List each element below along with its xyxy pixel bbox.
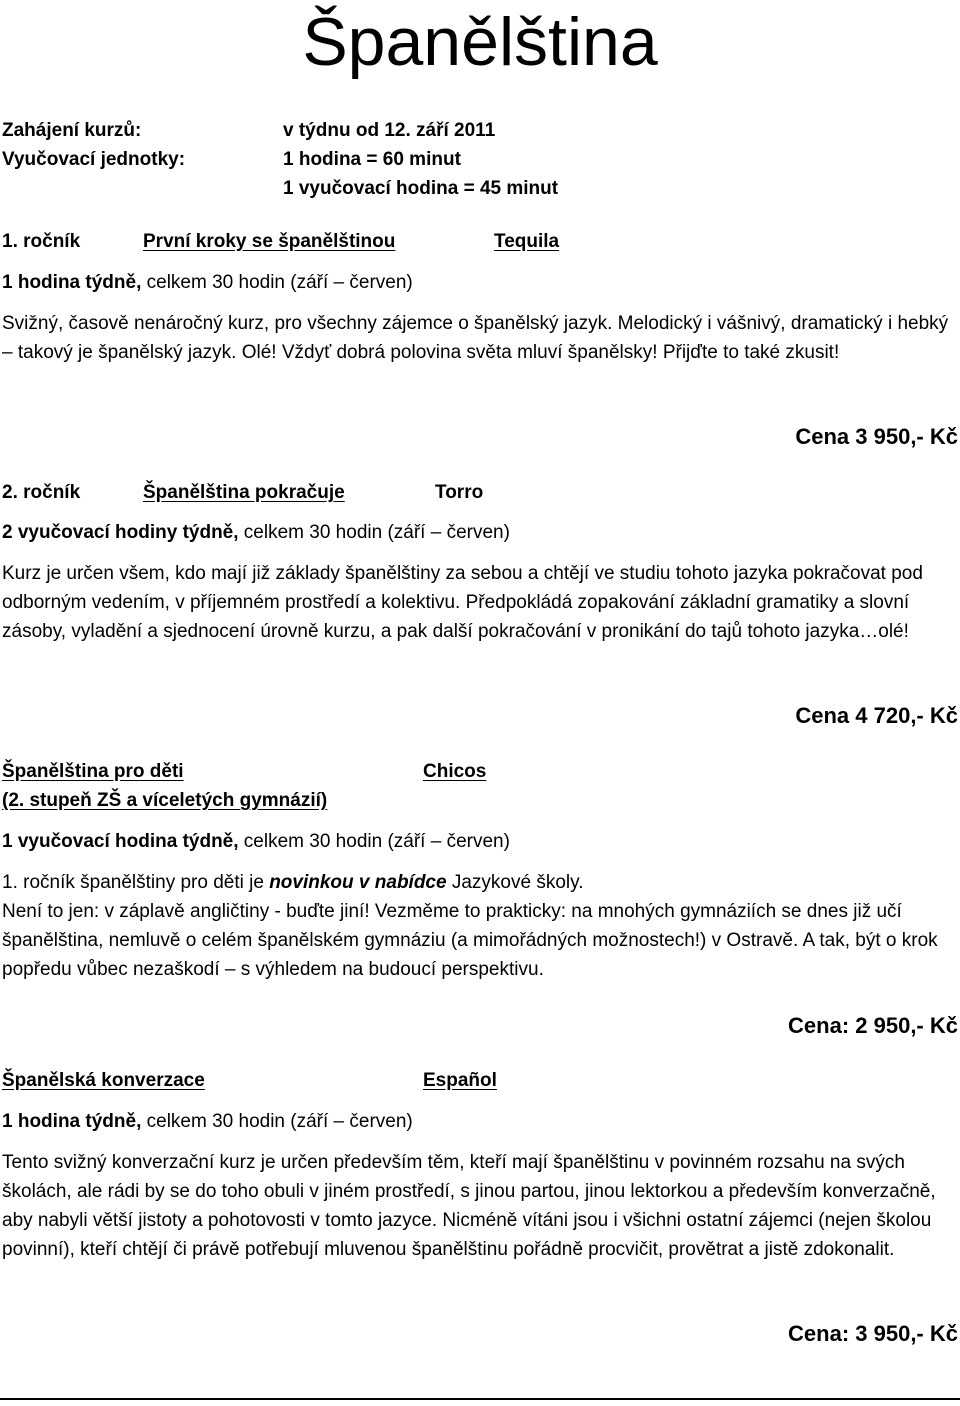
units-value-lesson: 1 vyučovací hodina = 45 minut xyxy=(283,178,559,199)
units-value-hour: 1 hodina = 60 minut xyxy=(283,149,461,170)
course3-description: Není to jen: v záplavě angličtiny - buďte jiní! Vezměme to prakticky: na mnohých gymnáziích se dnes již učí španělština, nemluvě o celém španělském gymnáziu (a mimořádných možnostech!) v Ostravě. A tak, být o krok popředu vůbec nezaškodí – s výhledem na budoucí perspektivu. xyxy=(2,901,938,980)
course3-hours-bold: 1 vyučovací hodina týdně, xyxy=(2,831,239,852)
course4-code: Español xyxy=(423,1070,497,1091)
start-value: v týdnu od 12. září 2011 xyxy=(283,120,496,141)
course1-hours-bold: 1 hodina týdně, xyxy=(2,272,142,293)
course4-hours xyxy=(2,1107,413,1136)
course3-price: Cena: 2 950,- Kč xyxy=(788,1013,958,1038)
units-label: Vyučovací jednotky: xyxy=(2,149,186,170)
course2-code: Torro xyxy=(435,482,484,503)
course3-hours-rest: celkem 30 hodin (září – červen) xyxy=(238,831,510,852)
course4-hours-rest: celkem 30 hodin (září – červen) xyxy=(141,1111,413,1132)
course3-name: Španělština pro děti xyxy=(2,761,184,782)
course2-hours-rest: celkem 30 hodin (září – červen) xyxy=(238,522,510,543)
page-bottom-rule xyxy=(0,1398,960,1400)
course1-hours-rest: celkem 30 hodin (září – červen) xyxy=(141,272,413,293)
course3-intro-b: Jazykové školy. xyxy=(446,872,584,893)
course2-name: Španělština pokračuje xyxy=(143,482,345,503)
course1-year: 1. ročník xyxy=(2,231,81,252)
course3-intro xyxy=(2,868,584,897)
course1-price: Cena 3 950,- Kč xyxy=(795,424,958,449)
course2-hours-bold: 2 vyučovací hodiny týdně, xyxy=(2,522,239,543)
course3-intro-emphasis: novinkou v nabídce xyxy=(269,872,447,893)
course2-price: Cena 4 720,- Kč xyxy=(795,703,958,728)
course4-hours-bold: 1 hodina týdně, xyxy=(2,1111,142,1132)
course2-description: Kurz je určen všem, kdo mají již základy španělštiny za sebou a chtějí ve studiu tohoto jazyka pokračovat pod odborným vedením, v příjemném prostředí a kolektivu. Předpokládá zopakování základní gramatiky a slovní zásoby, vyladění a sjednocení úrovně kurzu, a pak další pokračování v pronikání do tajů tohoto jazyka…olé! xyxy=(2,563,923,642)
course1-description: Svižný, časově nenáročný kurz, pro všechny zájemce o španělský jazyk. Melodický i vášnivý, dramatický i hebký – takový je španělský jazyk. Olé! Vždyť dobrá polovina světa mluví španělsky! Přijďte to také zkusit! xyxy=(2,313,949,363)
page-title: Španělština xyxy=(302,4,658,80)
course1-code: Tequila xyxy=(494,231,560,252)
course3-hours xyxy=(2,827,510,856)
course4-description: Tento svižný konverzační kurz je určen především těm, kteří mají španělštinu v povinném rozsahu na svých školách, ale rádi by se do toho obuli v jiném prostředí, s jinou partou, jinou lektorkou a především konverzačně, aby nabyli větší jistoty a pohotovosti v tomto jazyce. Nicméně vítáni jsou i všichni ostatní zájemci (nejen školou povinní), kteří chtějí či právě potřebují mluvenou španělštinu pořádně procvičit, provětrat a jistě zdokonalit. xyxy=(2,1152,936,1260)
course2-hours xyxy=(2,518,510,547)
course2-year: 2. ročník xyxy=(2,482,81,503)
course3-intro-a: 1. ročník španělštiny pro děti je xyxy=(2,872,270,893)
course3-code: Chicos xyxy=(423,761,487,782)
course4-name: Španělská konverzace xyxy=(2,1070,205,1091)
course3-subtitle: (2. stupeň ZŠ a víceletých gymnázií) xyxy=(2,790,328,811)
course1-hours xyxy=(2,268,413,297)
course4-price: Cena: 3 950,- Kč xyxy=(788,1321,958,1346)
course1-name: První kroky se španělštinou xyxy=(143,231,396,252)
start-label: Zahájení kurzů: xyxy=(2,120,142,141)
